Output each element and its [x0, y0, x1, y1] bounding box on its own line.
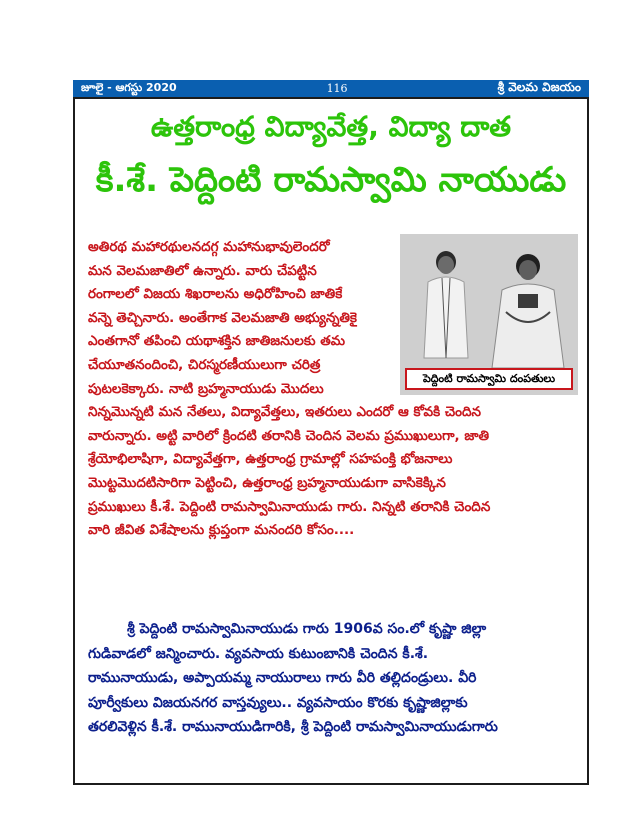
intro-line: ఎంతగానో తపించి యథాశక్తిన జాతిజనులకు తమ	[88, 333, 346, 350]
intro-line: నిన్నమొన్నటి మన నేతలు, విద్యావేత్తలు, ఇతరులు ఎందరో ఆ కోవకి చెందిన	[88, 404, 481, 421]
intro-line: శ్రేయోభిలాషిగా, విద్యావేత్తగా, ఉత్తరాంధ్ర గ్రామాల్లో సహపంక్తి భోజనాలు	[88, 451, 453, 468]
intro-line: వారున్నారు. అట్టి వారిలో క్రిందటి తరానికి చెందిన వెలమ ప్రముఖులుగా, జాతి	[88, 427, 490, 444]
intro-line: వారి జీవిత విశేషాలను క్లుప్తంగా మనందరి కోసం....	[88, 522, 355, 539]
intro-line: చేయూతనందించి, చిరస్మరణీయులుగా చరిత్ర	[88, 356, 321, 373]
intro-line: వన్నె తెచ్చినారు. అంతేగాక వెలమజాతి అభ్యున్నతికై	[88, 309, 357, 326]
body-line: తరలివెళ్లిన కీ.శే. రామునాయుడిగారికి, శ్రీ పెద్దింటి రామస్వామినాయుడుగారు	[88, 719, 498, 735]
page-number: 116	[326, 82, 348, 95]
article-title-line1: ఉత్తరాంధ్ర విద్యావేత్త, విద్యా దాత	[150, 110, 512, 143]
article-title-line2: కీ.శే. పెద్దింటి రామస్వామి నాయుడు	[95, 160, 567, 200]
issue-date: జూలై - ఆగస్టు 2020	[81, 80, 177, 94]
intro-line: మొట్టమొదటిసారిగా పెట్టించి, ఉత్తరాంధ్ర బ్రహ్మనాయుడుగా వాసికెక్కిన	[88, 474, 446, 491]
intro-line: పుటలకెక్కారు. నాటి బ్రహ్మనాయుడు మొదలు	[88, 380, 324, 397]
page-header	[73, 80, 589, 97]
body-paragraph	[88, 617, 498, 740]
body-line: శ్రీ పెద్దింటి రామస్వామినాయుడు గారు 1906వ సం.లో కృష్ణా జిల్లా	[88, 621, 487, 637]
photo-caption: పెద్దింటి రామస్వామి దంపతులు	[405, 368, 573, 390]
body-line: రామునాయుడు, అప్పాయమ్మ నాయురాలు గారు వీరి తల్లిదండ్రులు. వీరి	[88, 670, 477, 686]
intro-line: మన వెలమజాతిలో ఉన్నారు. వారు చేపట్టిన	[88, 262, 317, 279]
woman-figure	[488, 252, 568, 372]
intro-line: ప్రముఖులు కీ.శే. పెద్దింటి రామస్వామినాయుడు గారు. నిన్నటి తరానికి చెందిన	[88, 498, 491, 515]
intro-line: రంగాలలో విజయ శిఖరాలను అధిరోహించి జాతికే	[88, 286, 343, 303]
body-line: గుడివాడలో జన్మించారు. వ్యవసాయ కుటుంబానికి చెందిన కీ.శే.	[88, 645, 429, 662]
magazine-name: శ్రీ వెలమ విజయం	[497, 80, 581, 94]
intro-line: అతిరథ మహారథులనదగ్గ మహానుభావులెందరో	[88, 239, 330, 255]
body-line: పూర్వీకులు విజయనగర వాస్తవ్యులు.. వ్యవసాయం కొరకు కృష్ణాజిల్లాకు	[88, 694, 468, 711]
intro-paragraph	[88, 236, 490, 543]
